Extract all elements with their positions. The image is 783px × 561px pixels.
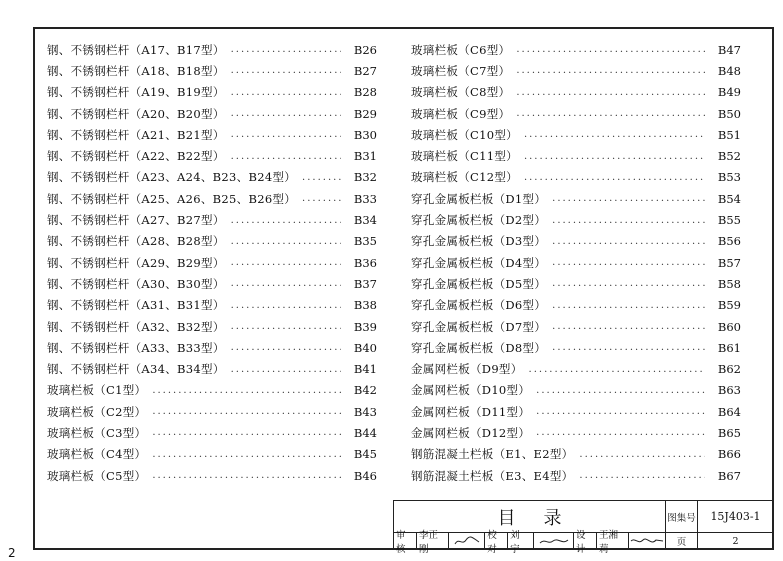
toc-entry <box>411 337 741 358</box>
toc-entry-page: B59 <box>717 298 741 313</box>
atlas-number-label: 图集号 <box>666 501 698 533</box>
sheet-page-number: 2 <box>8 546 16 560</box>
toc-entry <box>411 82 741 103</box>
designer-signature <box>629 535 665 547</box>
toc-entry-title: 玻璃栏板（C5型） <box>47 468 147 483</box>
toc-entry-page: B62 <box>717 362 741 377</box>
toc-entry <box>47 401 377 422</box>
dot-leader <box>231 300 341 311</box>
dot-leader <box>302 193 341 204</box>
toc-entry-title: 金属网栏板（D11型） <box>411 404 531 419</box>
toc-entry <box>47 358 377 379</box>
toc-entry-title: 钢、不锈钢栏杆（A19、B19型） <box>47 85 225 100</box>
title-block-title: 目录 <box>394 501 666 533</box>
toc-entry <box>47 39 377 60</box>
dot-leader <box>552 257 705 268</box>
toc-entry-title: 钢、不锈钢栏杆（A34、B34型） <box>47 362 225 377</box>
dot-leader <box>552 236 705 247</box>
toc-entry-page: B27 <box>353 63 377 78</box>
toc-entry-page: B57 <box>717 255 741 270</box>
toc-entry <box>411 124 741 145</box>
toc-entry-title: 玻璃栏板（C6型） <box>411 42 511 57</box>
dot-leader <box>231 342 341 353</box>
dot-leader <box>231 257 341 268</box>
toc-entry-title: 钢、不锈钢栏杆（A31、B31型） <box>47 298 225 313</box>
toc-entry <box>47 316 377 337</box>
toc-entry <box>47 295 377 316</box>
toc-entry <box>411 316 741 337</box>
toc-entry <box>47 444 377 465</box>
toc-entry <box>47 337 377 358</box>
dot-leader <box>536 406 705 417</box>
designer-name: 王湘莉 <box>597 533 629 549</box>
toc-entry-title: 玻璃栏板（C9型） <box>411 106 511 121</box>
toc-entry-title: 钢、不锈钢栏杆（A18、B18型） <box>47 63 225 78</box>
toc-entry-page: B54 <box>717 191 741 206</box>
toc-entry-title: 钢、不锈钢栏杆（A25、A26、B25、B26型） <box>47 191 297 206</box>
dot-leader <box>231 108 341 119</box>
toc-entry-title: 钢筋混凝土栏板（E1、E2型） <box>411 447 574 462</box>
toc-entry-page: B50 <box>717 106 741 121</box>
dot-leader <box>516 44 705 55</box>
toc-entry-page: B60 <box>717 319 741 334</box>
toc-entry-page: B67 <box>717 468 741 483</box>
toc-entry-page: B30 <box>353 127 377 142</box>
dot-leader <box>231 44 341 55</box>
atlas-number: 15J403-1 <box>698 501 773 533</box>
toc-entry-title: 金属网栏板（D10型） <box>411 383 531 398</box>
dot-leader <box>524 129 705 140</box>
toc-entry <box>411 444 741 465</box>
signature-row <box>394 530 666 555</box>
toc-entry-title: 玻璃栏板（C4型） <box>47 447 147 462</box>
dot-leader <box>524 172 705 183</box>
toc-entry-page: B33 <box>353 191 377 206</box>
toc-left-column <box>47 39 377 486</box>
toc-entry-title: 穿孔金属板栏板（D4型） <box>411 255 547 270</box>
dot-leader <box>231 321 341 332</box>
toc-entry <box>411 231 741 252</box>
toc-entry-title: 穿孔金属板栏板（D8型） <box>411 340 547 355</box>
toc-entry-page: B41 <box>353 362 377 377</box>
toc-entry-page: B42 <box>353 383 377 398</box>
toc-entry-title: 玻璃栏板（C1型） <box>47 383 147 398</box>
toc-entry-title: 玻璃栏板（C7型） <box>411 63 511 78</box>
toc-entry <box>47 252 377 273</box>
toc-entry <box>411 167 741 188</box>
toc-entry-title: 钢、不锈钢栏杆（A20、B20型） <box>47 106 225 121</box>
toc-entry-title: 钢、不锈钢栏杆（A30、B30型） <box>47 276 225 291</box>
toc-entry-page: B45 <box>353 447 377 462</box>
dot-leader <box>552 193 705 204</box>
toc-entry <box>47 124 377 145</box>
dot-leader <box>231 129 341 140</box>
dot-leader <box>152 385 341 396</box>
toc-entry-page: B43 <box>353 404 377 419</box>
toc-entry-title: 钢、不锈钢栏杆（A28、B28型） <box>47 234 225 249</box>
dot-leader <box>302 172 341 183</box>
page-label: 页 <box>666 533 698 549</box>
toc-entry-title: 穿孔金属板栏板（D5型） <box>411 276 547 291</box>
toc-entry-title: 穿孔金属板栏板（D6型） <box>411 298 547 313</box>
check-label: 校对 <box>485 533 508 549</box>
toc-entry-page: B31 <box>353 149 377 164</box>
reviewer-name: 李正刚 <box>417 533 449 549</box>
toc-entry-page: B55 <box>717 213 741 228</box>
toc-entry <box>47 103 377 124</box>
toc-entry-title: 钢筋混凝土栏板（E3、E4型） <box>411 468 574 483</box>
toc-entry-title: 穿孔金属板栏板（D2型） <box>411 213 547 228</box>
toc-entry <box>411 209 741 230</box>
toc-entry-title: 金属网栏板（D12型） <box>411 425 531 440</box>
reviewer-signature <box>449 533 485 549</box>
toc-entry-page: B28 <box>353 85 377 100</box>
dot-leader <box>552 321 705 332</box>
toc-entry-page: B39 <box>353 319 377 334</box>
dot-leader <box>516 65 705 76</box>
toc-entry <box>411 145 741 166</box>
toc-entry <box>47 273 377 294</box>
dot-leader <box>152 427 341 438</box>
toc-entry-page: B29 <box>353 106 377 121</box>
toc-entry <box>47 380 377 401</box>
dot-leader <box>231 215 341 226</box>
toc-entry <box>411 380 741 401</box>
toc-entry <box>47 231 377 252</box>
toc-entry <box>47 465 377 486</box>
dot-leader <box>231 151 341 162</box>
toc-entry-title: 钢、不锈钢栏杆（A33、B33型） <box>47 340 225 355</box>
toc-entry-page: B46 <box>353 468 377 483</box>
dot-leader <box>552 300 705 311</box>
toc-entry <box>411 188 741 209</box>
toc-entry-title: 玻璃栏板（C10型） <box>411 127 518 142</box>
toc-entry-title: 钢、不锈钢栏杆（A17、B17型） <box>47 42 225 57</box>
checker-signature <box>534 533 574 549</box>
dot-leader <box>516 87 705 98</box>
dot-leader <box>516 108 705 119</box>
toc-entry <box>411 401 741 422</box>
dot-leader <box>231 65 341 76</box>
toc-entry-page: B66 <box>717 447 741 462</box>
dot-leader <box>231 236 341 247</box>
dot-leader <box>579 449 705 460</box>
dot-leader <box>231 87 341 98</box>
dot-leader <box>231 278 341 289</box>
dot-leader <box>152 449 341 460</box>
dot-leader <box>524 151 705 162</box>
toc-entry <box>47 209 377 230</box>
dot-leader <box>579 470 705 481</box>
design-label: 设计 <box>574 533 597 549</box>
toc-entry-title: 穿孔金属板栏板（D7型） <box>411 319 547 334</box>
page-number: 2 <box>732 535 739 547</box>
toc-entry-page: B56 <box>717 234 741 249</box>
toc-entry-page: B40 <box>353 340 377 355</box>
toc-entry-page: B47 <box>717 42 741 57</box>
toc-entry-page: B32 <box>353 170 377 185</box>
toc-entry-title: 穿孔金属板栏板（D1型） <box>411 191 547 206</box>
toc-entry <box>411 295 741 316</box>
toc-entry <box>47 82 377 103</box>
dot-leader <box>536 427 705 438</box>
toc-entry-page: B49 <box>717 85 741 100</box>
title-block <box>393 500 772 555</box>
toc-right-column <box>411 39 741 486</box>
toc-entry-page: B53 <box>717 170 741 185</box>
dot-leader <box>536 385 705 396</box>
toc-entry <box>411 273 741 294</box>
dot-leader <box>152 470 341 481</box>
toc-entry-title: 玻璃栏板（C12型） <box>411 170 518 185</box>
toc-entry-page: B65 <box>717 425 741 440</box>
toc-entry-page: B35 <box>353 234 377 249</box>
toc-entry-title: 金属网栏板（D9型） <box>411 362 523 377</box>
toc-entry-page: B44 <box>353 425 377 440</box>
toc-entry-page: B26 <box>353 42 377 57</box>
toc-entry-title: 钢、不锈钢栏杆（A23、A24、B23、B24型） <box>47 170 297 185</box>
toc-entry-title: 穿孔金属板栏板（D3型） <box>411 234 547 249</box>
toc-entry-title: 玻璃栏板（C11型） <box>411 149 518 164</box>
toc-entry-page: B63 <box>717 383 741 398</box>
toc-entry-title: 钢、不锈钢栏杆（A29、B29型） <box>47 255 225 270</box>
review-label: 审核 <box>394 533 417 549</box>
toc-entry-page: B64 <box>717 404 741 419</box>
toc-entry-page: B52 <box>717 149 741 164</box>
toc-entry-title: 钢、不锈钢栏杆（A22、B22型） <box>47 149 225 164</box>
toc-entry <box>411 422 741 443</box>
toc-entry-page: B58 <box>717 276 741 291</box>
toc-entry-page: B37 <box>353 276 377 291</box>
toc-entry-page: B51 <box>717 127 741 142</box>
toc-entry <box>411 103 741 124</box>
toc-entry-title: 玻璃栏板（C8型） <box>411 85 511 100</box>
toc-entry <box>411 60 741 81</box>
dot-leader <box>152 406 341 417</box>
toc-entry-page: B34 <box>353 213 377 228</box>
toc-entry <box>411 39 741 60</box>
toc-entry-title: 玻璃栏板（C2型） <box>47 404 147 419</box>
toc-entry-title: 钢、不锈钢栏杆（A27、B27型） <box>47 213 225 228</box>
toc-entry <box>411 465 741 486</box>
toc-entry-title: 钢、不锈钢栏杆（A21、B21型） <box>47 127 225 142</box>
toc-entry <box>47 167 377 188</box>
toc-entry-title: 钢、不锈钢栏杆（A32、B32型） <box>47 319 225 334</box>
toc-entry-title: 玻璃栏板（C3型） <box>47 425 147 440</box>
toc-entry-page: B48 <box>717 63 741 78</box>
checker-name: 刘 宁 <box>508 533 534 549</box>
toc-entry-page: B61 <box>717 340 741 355</box>
dot-leader <box>231 364 341 375</box>
toc-entry <box>47 188 377 209</box>
toc-entry-page: B36 <box>353 255 377 270</box>
toc-entry <box>47 145 377 166</box>
toc-entry <box>411 358 741 379</box>
toc-entry <box>411 252 741 273</box>
dot-leader <box>552 278 705 289</box>
dot-leader <box>552 215 705 226</box>
toc-entry <box>47 422 377 443</box>
toc-entry <box>47 60 377 81</box>
dot-leader <box>529 364 705 375</box>
dot-leader <box>552 342 705 353</box>
toc-entry-page: B38 <box>353 298 377 313</box>
